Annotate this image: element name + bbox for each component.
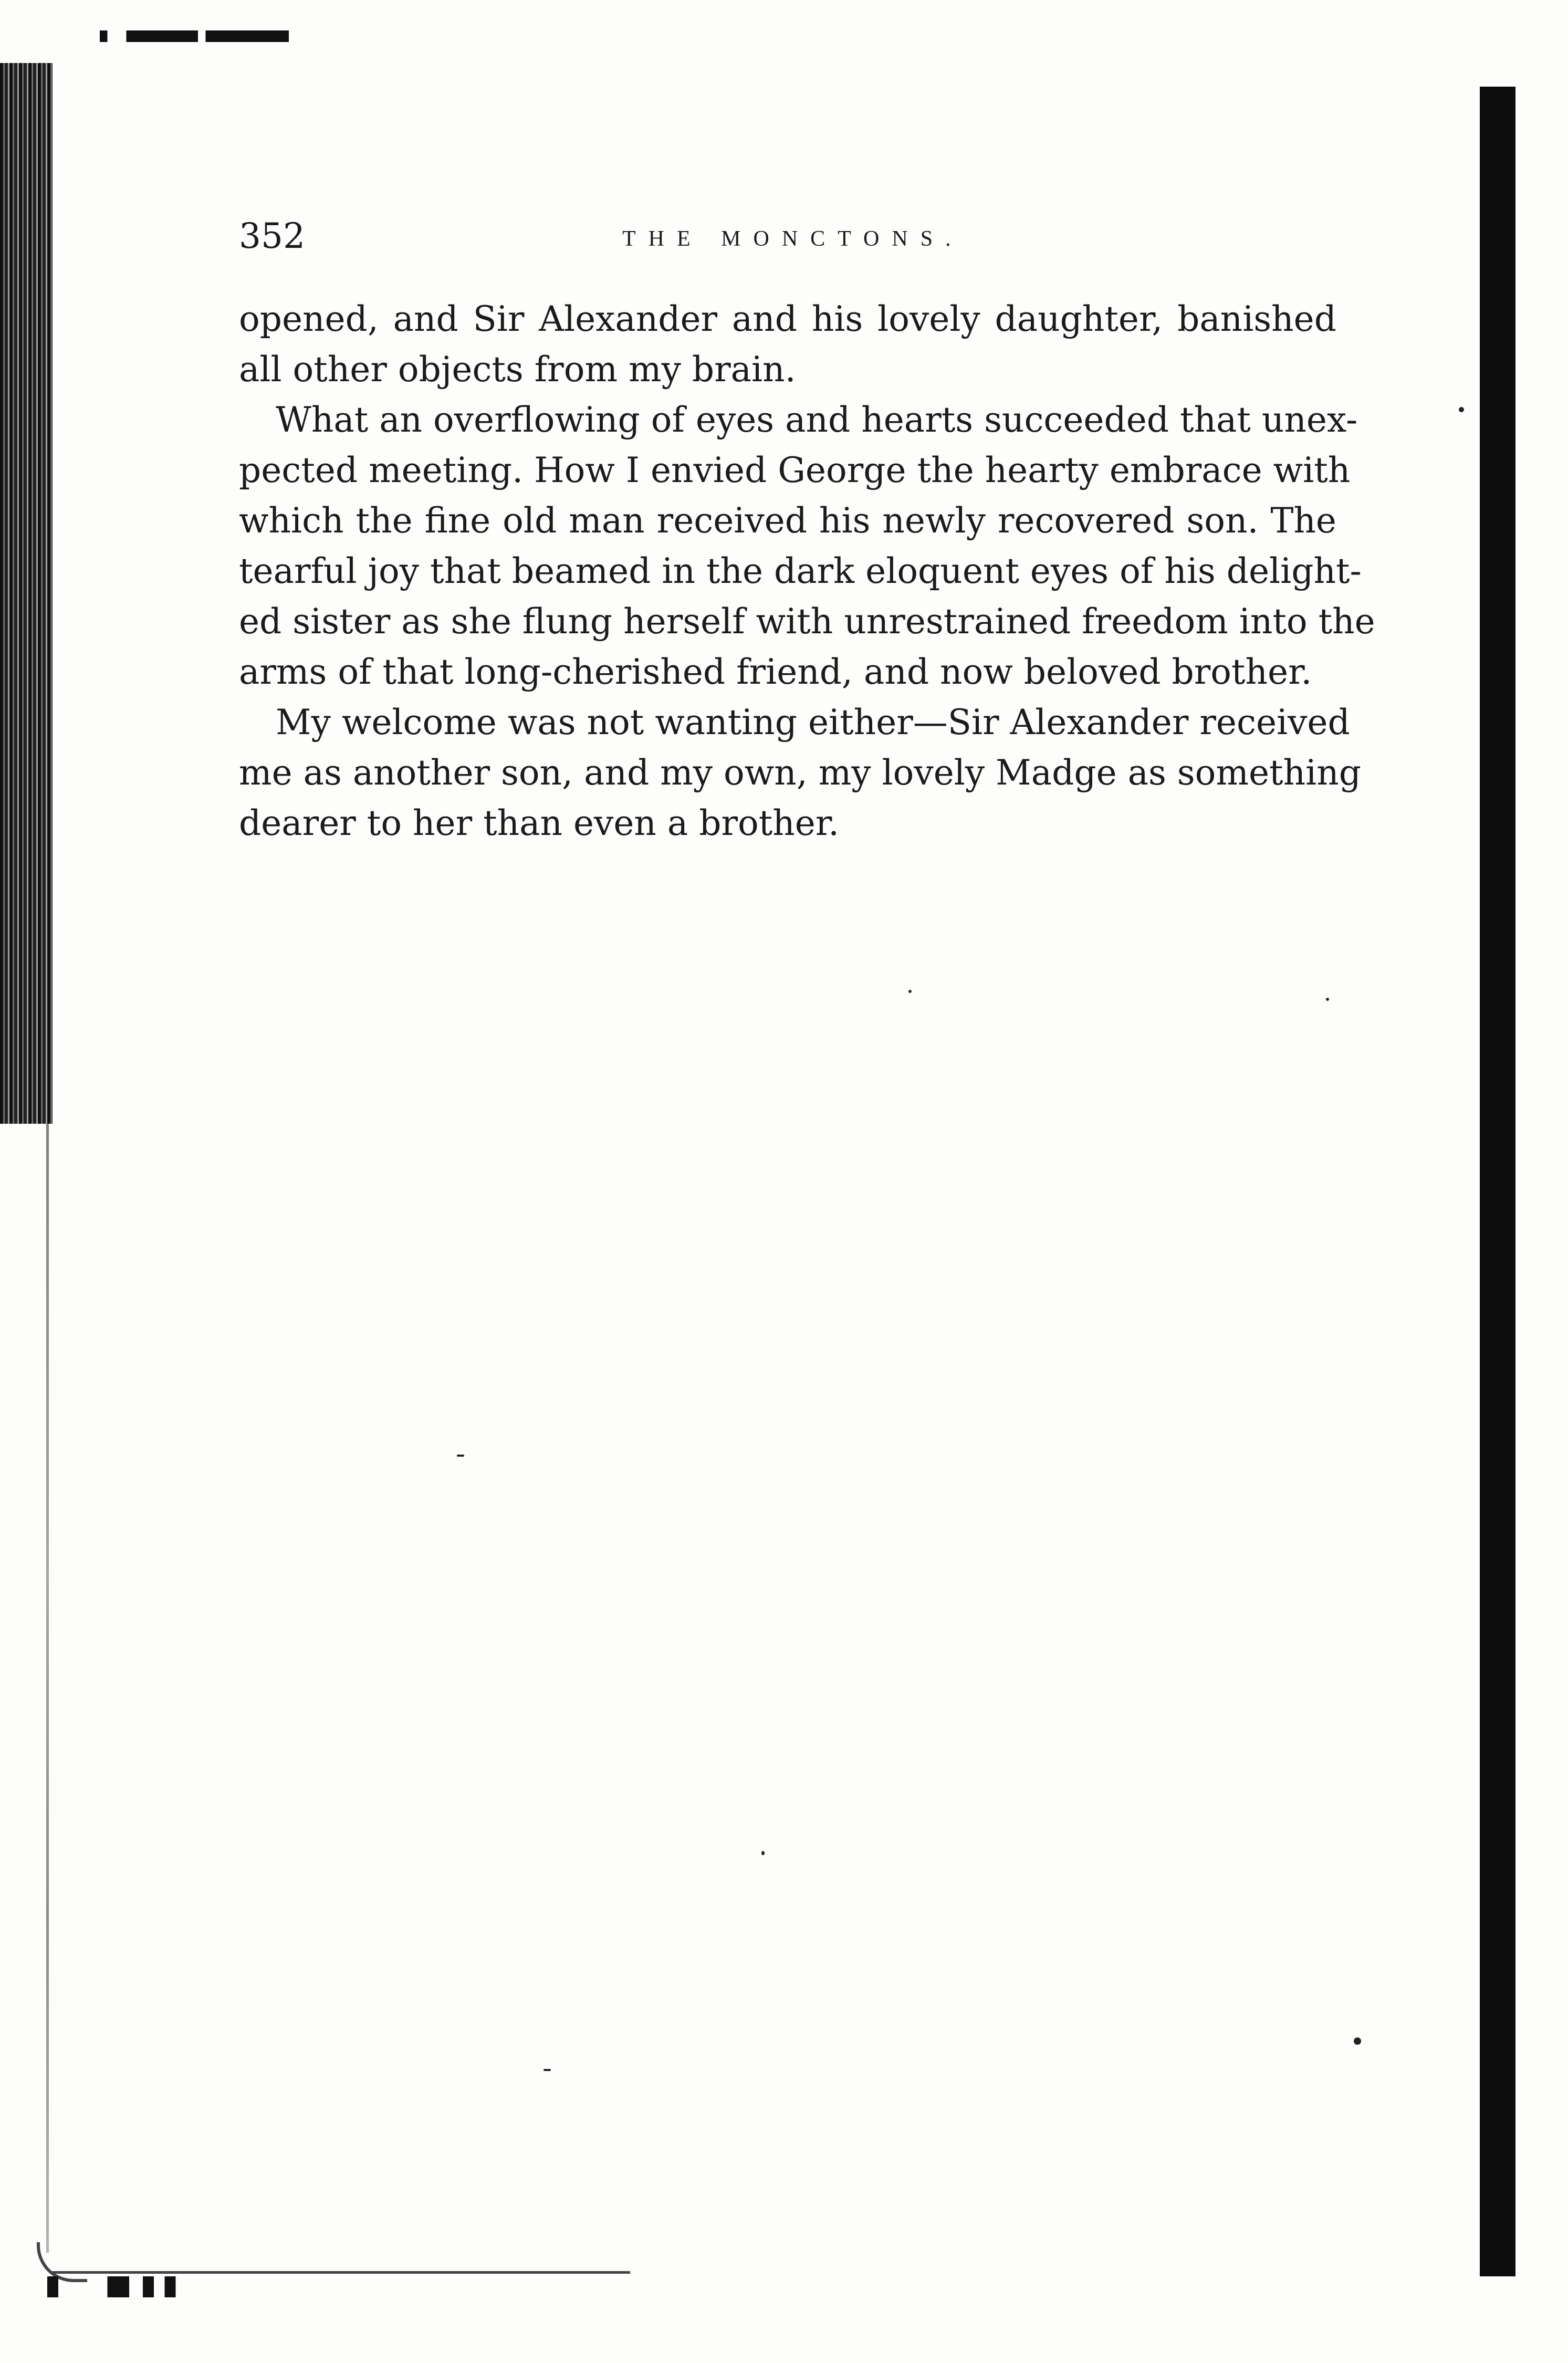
text-line: dearer to her than even a brother.: [239, 803, 840, 843]
speck: [457, 1455, 464, 1457]
paragraph: [239, 294, 1336, 395]
speck: [908, 990, 912, 993]
text-line: all other objects from my brain.: [239, 349, 796, 390]
text-line: pected meeting. How I envied George the hearty embrace with: [239, 450, 1351, 490]
speck: [1459, 407, 1464, 412]
text-line: arms of that long-cherished friend, and now beloved brother.: [239, 652, 1312, 692]
scan-top-marks: [100, 30, 289, 42]
running-title: THE MONCTONS.: [622, 227, 964, 251]
text-line: My welcome was not wanting either—Sir Alexander received: [276, 702, 1350, 743]
speck: [543, 2069, 551, 2071]
speck: [761, 1851, 765, 1855]
scan-bottom-marks: [47, 2276, 184, 2297]
speck: [1354, 2037, 1361, 2045]
text-line: What an overflowing of eyes and hearts succeeded that unex-: [276, 400, 1358, 440]
scan-bottom-rule: [53, 2271, 630, 2274]
page-number: 352: [239, 216, 305, 256]
paragraph: [239, 395, 1375, 697]
text-line: me as another son, and my own, my lovely Madge as something: [239, 752, 1361, 793]
speck: [1326, 998, 1329, 1001]
body-text: [239, 294, 1375, 849]
text-line: opened, and Sir Alexander and his lovely daughter, banished: [239, 299, 1336, 339]
scan-right-edge: [1480, 87, 1515, 2276]
text-line: which the fine old man received his newly recovered son. The: [239, 500, 1336, 541]
page-header: [239, 213, 1336, 260]
binding-edge: [0, 63, 53, 1124]
margin-rule: [46, 1124, 49, 2253]
text-line: ed sister as she flung herself with unrestrained freedom into the: [239, 601, 1375, 642]
paragraph: [239, 697, 1361, 849]
text-line: tearful joy that beamed in the dark eloquent eyes of his delight-: [239, 551, 1362, 591]
